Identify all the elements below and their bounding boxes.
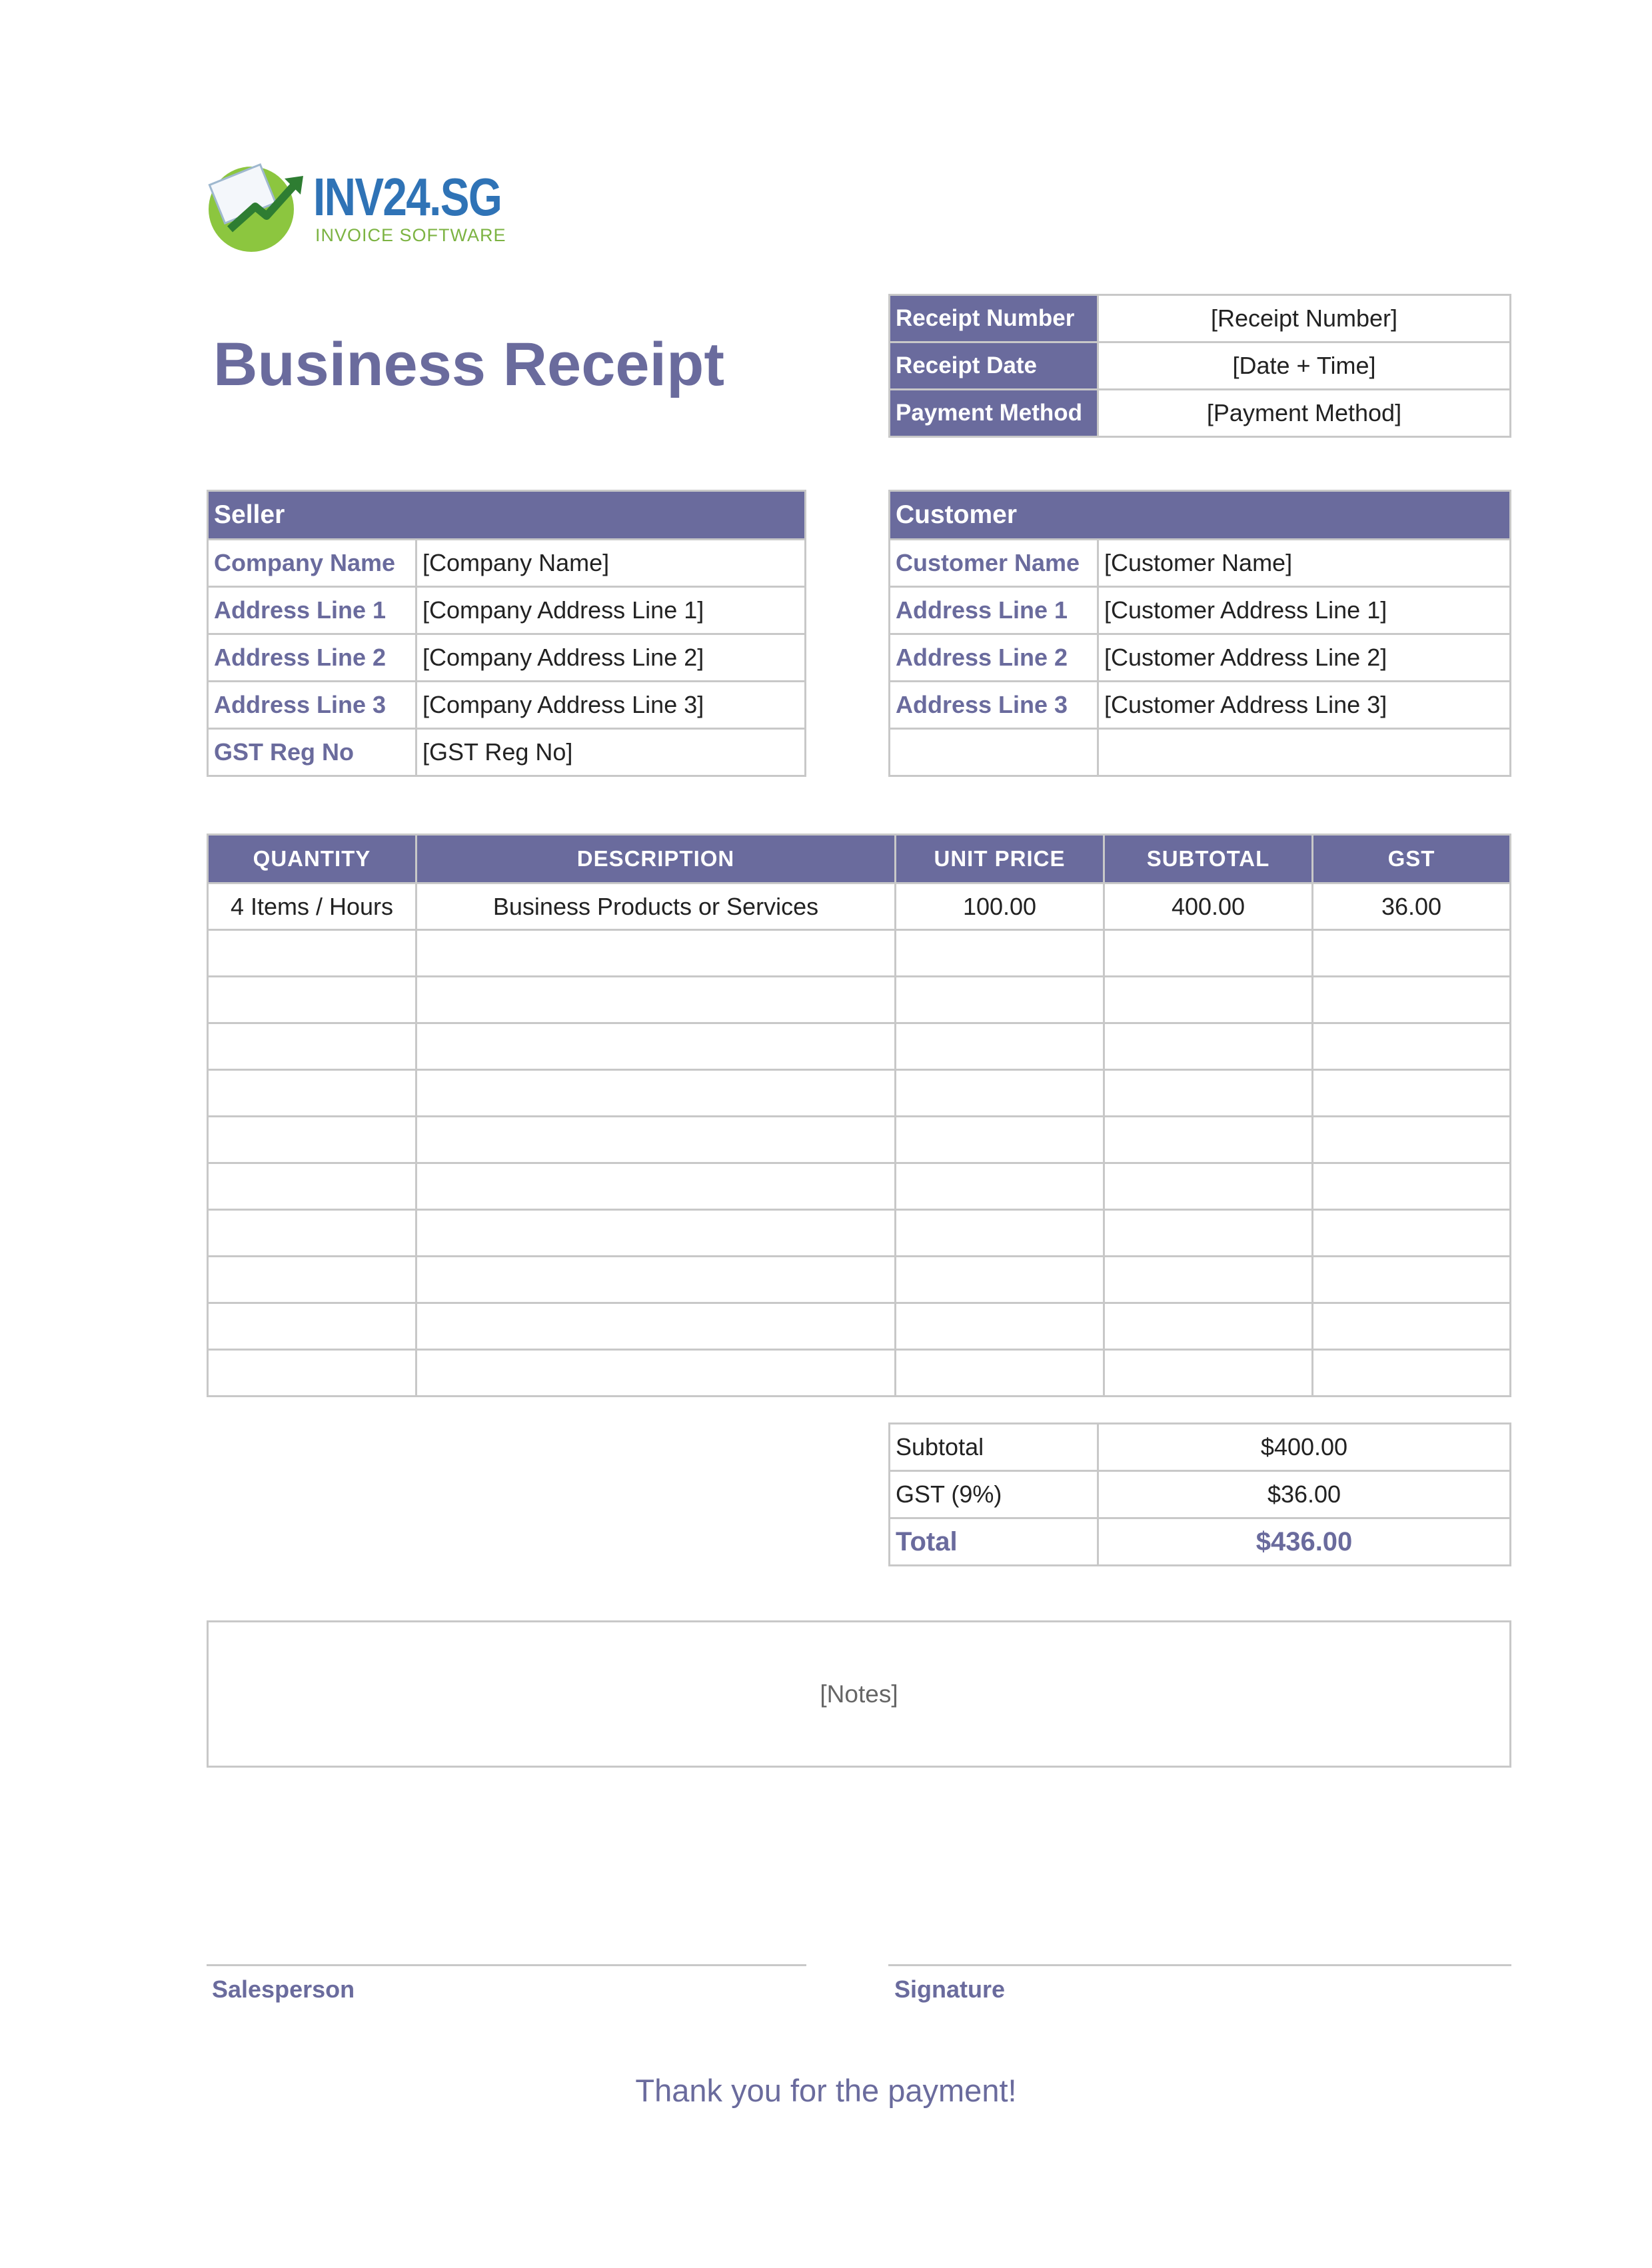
gst-cell[interactable]	[1313, 1163, 1511, 1210]
total-label: Total	[890, 1518, 1098, 1566]
logo-icon	[203, 155, 310, 255]
customer-row	[890, 729, 1511, 776]
customer-row	[890, 587, 1511, 634]
customer-label: Address Line 3	[890, 682, 1098, 729]
seller-label: Address Line 3	[208, 682, 416, 729]
gst-cell[interactable]	[1313, 1210, 1511, 1257]
column-header: GST	[1313, 835, 1511, 883]
quantity-cell[interactable]	[208, 1350, 416, 1397]
seller-label: GST Reg No	[208, 729, 416, 776]
seller-row	[208, 729, 806, 776]
description-cell[interactable]	[416, 1163, 896, 1210]
line-items-table	[207, 834, 1511, 1397]
unit-price-cell[interactable]	[896, 1210, 1104, 1257]
thank-you-message: Thank you for the payment!	[635, 2073, 1017, 2108]
gst-cell[interactable]: 36.00	[1313, 883, 1511, 930]
subtotal-cell[interactable]	[1104, 930, 1313, 977]
seller-value[interactable]: [Company Address Line 2]	[416, 634, 806, 682]
subtotal-cell[interactable]	[1104, 1303, 1313, 1350]
payment-method-value[interactable]: [Payment Method]	[1098, 390, 1511, 437]
totals-table	[888, 1422, 1511, 1566]
unit-price-cell[interactable]	[896, 977, 1104, 1023]
meta-row	[890, 390, 1511, 437]
customer-label: Address Line 2	[890, 634, 1098, 682]
seller-row	[208, 587, 806, 634]
table-row	[208, 1070, 1511, 1117]
quantity-cell[interactable]	[208, 1023, 416, 1070]
description-cell[interactable]	[416, 1070, 896, 1117]
total-value: $436.00	[1098, 1518, 1511, 1566]
description-cell[interactable]	[416, 930, 896, 977]
gst-cell[interactable]	[1313, 930, 1511, 977]
signature-line	[888, 1964, 1511, 1966]
unit-price-cell[interactable]: 100.00	[896, 883, 1104, 930]
subtotal-cell[interactable]	[1104, 1023, 1313, 1070]
seller-label: Address Line 2	[208, 634, 416, 682]
description-cell[interactable]	[416, 1303, 896, 1350]
quantity-cell[interactable]	[208, 930, 416, 977]
gst-cell[interactable]	[1313, 1023, 1511, 1070]
table-row	[208, 930, 1511, 977]
subtotal-cell[interactable]	[1104, 977, 1313, 1023]
seller-label: Company Name	[208, 540, 416, 587]
subtotal-row	[890, 1424, 1511, 1471]
column-header: SUBTOTAL	[1104, 835, 1313, 883]
subtotal-cell[interactable]	[1104, 1257, 1313, 1303]
seller-row	[208, 682, 806, 729]
salesperson-line	[207, 1964, 806, 1966]
seller-row	[208, 540, 806, 587]
customer-row	[890, 682, 1511, 729]
unit-price-cell[interactable]	[896, 1070, 1104, 1117]
unit-price-cell[interactable]	[896, 1303, 1104, 1350]
seller-table	[207, 490, 806, 777]
total-row	[890, 1518, 1511, 1566]
seller-heading: Seller	[208, 491, 806, 540]
receipt-number-value[interactable]: [Receipt Number]	[1098, 295, 1511, 342]
customer-value[interactable]: [Customer Address Line 2]	[1098, 634, 1511, 682]
meta-row	[890, 342, 1511, 390]
table-row	[208, 1023, 1511, 1070]
customer-value[interactable]: [Customer Address Line 3]	[1098, 682, 1511, 729]
table-row	[208, 1163, 1511, 1210]
unit-price-cell[interactable]	[896, 1257, 1104, 1303]
company-logo	[203, 155, 510, 255]
column-header: QUANTITY	[208, 835, 416, 883]
meta-row	[890, 295, 1511, 342]
gst-cell[interactable]	[1313, 1303, 1511, 1350]
subtotal-cell[interactable]	[1104, 1070, 1313, 1117]
seller-label: Address Line 1	[208, 587, 416, 634]
unit-price-cell[interactable]	[896, 930, 1104, 977]
table-row	[208, 1350, 1511, 1397]
description-cell[interactable]	[416, 1023, 896, 1070]
gst-label: GST (9%)	[890, 1471, 1098, 1518]
customer-label: Address Line 1	[890, 587, 1098, 634]
table-row	[208, 1117, 1511, 1163]
customer-value[interactable]	[1098, 729, 1511, 776]
gst-cell[interactable]	[1313, 977, 1511, 1023]
subtotal-cell[interactable]: 400.00	[1104, 883, 1313, 930]
logo-tagline: INVOICE SOFTWARE	[315, 225, 506, 245]
table-row	[208, 883, 1511, 930]
table-row	[208, 1303, 1511, 1350]
subtotal-label: Subtotal	[890, 1424, 1098, 1471]
quantity-cell[interactable]	[208, 1257, 416, 1303]
unit-price-cell[interactable]	[896, 1350, 1104, 1397]
subtotal-cell[interactable]	[1104, 1210, 1313, 1257]
seller-value[interactable]: [GST Reg No]	[416, 729, 806, 776]
unit-price-cell[interactable]	[896, 1023, 1104, 1070]
logo-brand: INV24.SG	[313, 167, 502, 227]
quantity-cell[interactable]	[208, 1210, 416, 1257]
seller-value[interactable]: [Company Address Line 1]	[416, 587, 806, 634]
column-header: UNIT PRICE	[896, 835, 1104, 883]
receipt-date-value[interactable]: [Date + Time]	[1098, 342, 1511, 390]
table-row	[208, 977, 1511, 1023]
notes-box[interactable]	[207, 1620, 1511, 1768]
table-row	[208, 1257, 1511, 1303]
items-header-row	[208, 835, 1511, 883]
gst-value: $36.00	[1098, 1471, 1511, 1518]
description-cell[interactable]: Business Products or Services	[416, 883, 896, 930]
subtotal-value: $400.00	[1098, 1424, 1511, 1471]
table-row	[208, 1210, 1511, 1257]
customer-label	[890, 729, 1098, 776]
gst-cell[interactable]	[1313, 1070, 1511, 1117]
meta-label: Receipt Date	[890, 342, 1098, 390]
seller-value[interactable]: [Company Name]	[416, 540, 806, 587]
subtotal-cell[interactable]	[1104, 1163, 1313, 1210]
description-cell[interactable]	[416, 1257, 896, 1303]
description-cell[interactable]	[416, 1350, 896, 1397]
quantity-cell[interactable]	[208, 1117, 416, 1163]
customer-heading: Customer	[890, 491, 1511, 540]
seller-row	[208, 634, 806, 682]
quantity-cell[interactable]	[208, 1303, 416, 1350]
meta-label: Receipt Number	[890, 295, 1098, 342]
gst-row	[890, 1471, 1511, 1518]
customer-label: Customer Name	[890, 540, 1098, 587]
meta-label: Payment Method	[890, 390, 1098, 437]
gst-cell[interactable]	[1313, 1350, 1511, 1397]
customer-row	[890, 540, 1511, 587]
seller-value[interactable]: [Company Address Line 3]	[416, 682, 806, 729]
quantity-cell[interactable]	[208, 977, 416, 1023]
customer-value[interactable]: [Customer Address Line 1]	[1098, 587, 1511, 634]
unit-price-cell[interactable]	[896, 1163, 1104, 1210]
salesperson-label: Salesperson	[212, 1976, 355, 2003]
quantity-cell[interactable]: 4 Items / Hours	[208, 883, 416, 930]
customer-row	[890, 634, 1511, 682]
receipt-meta-table	[888, 294, 1511, 438]
subtotal-cell[interactable]	[1104, 1350, 1313, 1397]
customer-table	[888, 490, 1511, 777]
quantity-cell[interactable]	[208, 1070, 416, 1117]
description-cell[interactable]	[416, 977, 896, 1023]
document-title: Business Receipt	[213, 330, 724, 398]
description-cell[interactable]	[416, 1210, 896, 1257]
quantity-cell[interactable]	[208, 1163, 416, 1210]
gst-cell[interactable]	[1313, 1117, 1511, 1163]
unit-price-cell[interactable]	[896, 1117, 1104, 1163]
gst-cell[interactable]	[1313, 1257, 1511, 1303]
notes-text: [Notes]	[820, 1680, 898, 1708]
customer-value[interactable]: [Customer Name]	[1098, 540, 1511, 587]
signature-label: Signature	[894, 1976, 1006, 2003]
column-header: DESCRIPTION	[416, 835, 896, 883]
description-cell[interactable]	[416, 1117, 896, 1163]
subtotal-cell[interactable]	[1104, 1117, 1313, 1163]
